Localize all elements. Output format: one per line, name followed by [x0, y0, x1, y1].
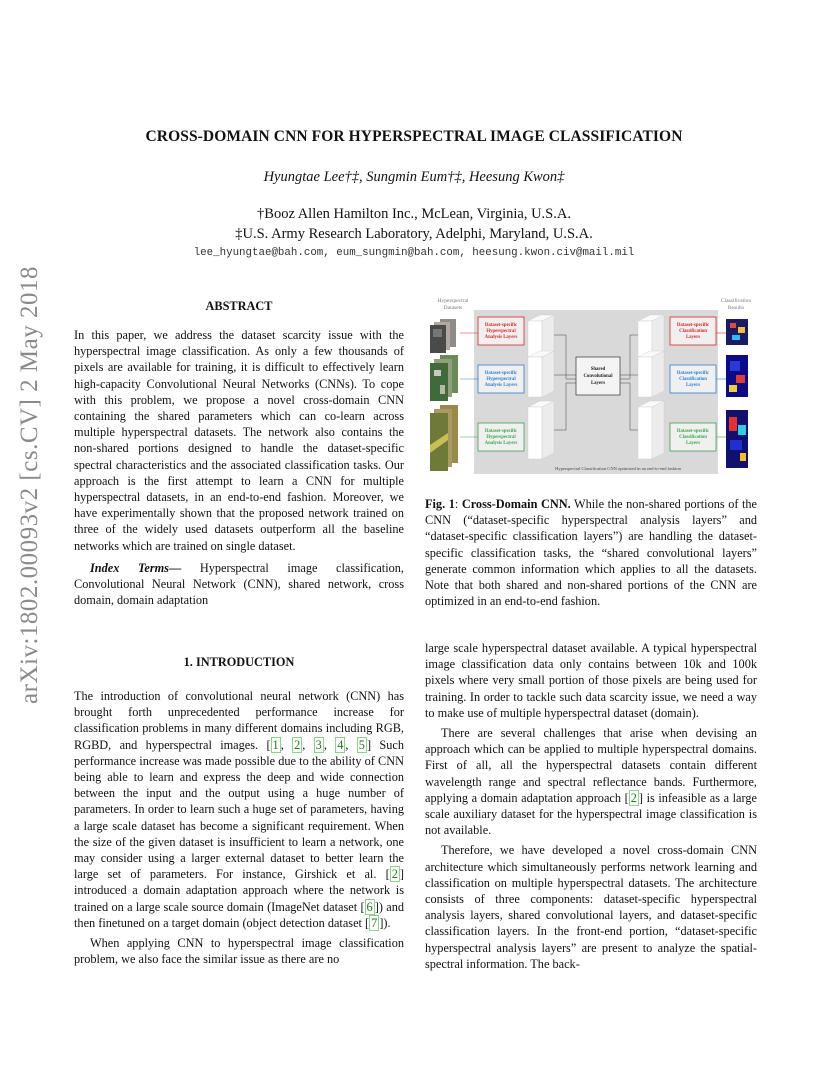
input-image-1	[430, 319, 456, 353]
right-layer-blocks	[638, 315, 664, 459]
svg-text:Layers: Layers	[590, 381, 606, 386]
paper-authors: Hyungtae Lee†‡, Sungmin Eum†‡, Heesung Kwon‡	[263, 169, 565, 185]
svg-text:Analysis Layers: Analysis Layers	[484, 441, 518, 446]
citation-link[interactable]: 6	[366, 899, 373, 914]
caption-label: Fig. 1	[425, 497, 455, 511]
svg-text:Dataset-specific: Dataset-specific	[484, 323, 518, 328]
index-terms-text: Hyperspectral image classification, Convolutional Neural Network (CNN), shared network, cross domain, domain adaptation	[74, 560, 404, 608]
output-map-3	[726, 410, 748, 468]
citation-link[interactable]: 7	[371, 915, 378, 930]
figure-1-caption: Fig. 1: Cross-Domain CNN. While the non-shared portions of the CNN (“dataset-specific hyperspectral analysis layers” and “dataset-specific classification layers”) are handling the dataset-specific classification tasks, the “shared convolutional layers” generate common information which applies to all the datasets. Note that both shared and non-shared portions of the CNN are optimized in an end-to-end fashion.	[425, 497, 757, 609]
end-to-end-note: Hyperspectral Classification CNN optimized in an end-to-end fashion	[555, 466, 681, 471]
abstract-heading: ABSTRACT	[205, 299, 273, 313]
introduction-heading: 1. INTRODUCTION	[183, 655, 295, 669]
svg-text:Layers: Layers	[685, 441, 701, 446]
introduction-body	[74, 688, 404, 967]
right-paragraph-2: There are several challenges that arise when devising an approach which can be applied to multiple hyperspectral domains. First of all, all the hyperspectral datasets contain different wavelength range and spectral reflectance bands. Furthermore, applying a domain adaptation approach [ 2 ] is infeasible as a large scale auxiliary dataset for the hyperspectral image classification is not available.	[425, 726, 757, 838]
hyperspectral-datasets-label-1: Hyperspectral	[437, 298, 469, 304]
left-layer-blocks	[528, 315, 554, 459]
svg-text:Dataset-specific: Dataset-specific	[676, 429, 710, 434]
citation-link[interactable]: 1	[272, 737, 279, 752]
right-paragraph-3: Therefore, we have developed a novel cross-domain CNN architecture which simultaneously performs network learning and classification on multiple hyperspectral datasets. The architecture consists of three components: dataset-specific hyperspectral analysis layers, shared convolutional layers, and dataset-specific classification layers. In the front-end portion, “dataset-specific hyperspectral analysis layers” are present to analyze the spatial-spectral information. The back-	[425, 843, 757, 971]
intro-paragraph-1: The introduction of convolutional neural network (CNN) has brought forth unprecedented performance increase for classification problems in many different domains including RGB, RGBD, and hyperspectral images. [ 1 , 2 , 3 , 4 , 5 ] Such performance increase was made possible due to the ability of CNN being able to learn and express the deep and wide connection between the input and the output using a huge number of parameters. In order to learn such a huge set of parameters, having a large scale dataset has become a significant requirement. When the size of the given dataset is insufficient to learn a network, one may consider using a larger external dataset to better learn the large set of parameters. For instance, Girshick et al. [ 2 ] introduced a domain adaptation approach where the network is trained on a large scale source domain (ImageNet dataset [ 6 ]) and then finetuned on a target domain (object detection dataset [ 7 ]).	[74, 689, 404, 930]
citation-link[interactable]: 2	[294, 737, 301, 752]
affiliation-2: ‡U.S. Army Research Laboratory, Adelphi, Maryland, U.S.A.	[235, 226, 593, 242]
hyperspectral-datasets-label-2: Datasets	[443, 305, 463, 311]
abstract-text: In this paper, we address the dataset scarcity issue with the hyperspectral image classification. As only a few thousands of pixels are available for training, it is difficult to effectively learn high-capacity Convolutional Neural Networks (CNNs). To cope with this problem, we propose a novel cross-domain CNN containing the shared parameters which can co-learn across multiple hyperspectral datasets. The network also contains the non-shared portions designed to handle the dataset-specific spectral characteristics and the associated classification tasks. Our approach is the first attempt to learn a CNN for multiple hyperspectral datasets, in an end-to-end fashion. Moreover, we have experimentally shown that the proposed network trained on three of the widely used datasets outperform all the baseline networks which are trained on single dataset.	[74, 328, 404, 553]
caption-title: Cross-Domain CNN.	[461, 497, 571, 511]
paper-title: CROSS-DOMAIN CNN FOR HYPERSPECTRAL IMAGE CLASSIFICATION	[145, 128, 683, 145]
svg-text:Shared: Shared	[590, 367, 606, 372]
intro-paragraph-2: When applying CNN to hyperspectral image classification problem, we also face the similar issue as there are no	[74, 936, 404, 967]
arxiv-identifier: arXiv:1802.00093v2 [cs.CV] 2 May 2018	[16, 266, 43, 704]
index-terms-label: Index Terms—	[90, 560, 182, 575]
arxiv-sidebar-stamp	[10, 266, 50, 704]
abstract-body	[74, 327, 404, 608]
citation-link[interactable]: 4	[337, 737, 344, 752]
right-paragraph-1: large scale hyperspectral dataset available. A typical hyperspectral image classification data only contains between 10k and 100k pixels where very small portion of those pixels are being used for training. In order to tackle such data scarcity issue, we need a way to make use of multiple hyperspectral dataset (domain).	[425, 641, 757, 720]
svg-text:Layers: Layers	[685, 335, 701, 340]
svg-text:Classification: Classification	[679, 377, 707, 382]
classification-results-label-1: Classification	[720, 298, 752, 304]
figure-1-diagram	[428, 295, 758, 480]
right-column-body	[425, 640, 757, 972]
svg-text:Analysis Layers: Analysis Layers	[484, 383, 518, 388]
input-image-2	[430, 355, 458, 401]
svg-text:Analysis Layers: Analysis Layers	[484, 335, 518, 340]
citation-link[interactable]: 3	[315, 737, 322, 752]
svg-text:Classification: Classification	[679, 435, 707, 440]
svg-text:Dataset-specific: Dataset-specific	[676, 371, 710, 376]
caption-text: While the non-shared portions of the CNN (“dataset-specific hyperspectral analysis layers” and “dataset-specific classification layers”) are handling the dataset-specific classification tasks, the “shared convolutional layers” generate common information which applies to all the datasets. Note that both shared and non-shared portions of the CNN are optimized in an end-to-end fashion.	[425, 497, 757, 609]
output-map-2	[726, 355, 748, 397]
svg-text:Dataset-specific: Dataset-specific	[484, 429, 518, 434]
classification-results-label-2: Results	[727, 305, 745, 311]
index-terms	[74, 560, 404, 609]
author-emails: lee_hyungtae@bah.com, eum_sungmin@bah.com, heesung.kwon.civ@mail.mil	[193, 247, 635, 259]
svg-text:Hyperspectral: Hyperspectral	[486, 377, 516, 382]
input-image-3	[430, 405, 458, 471]
citation-link[interactable]: 2	[391, 867, 398, 882]
cross-domain-cnn-diagram	[428, 295, 758, 480]
citation-link[interactable]: 5	[358, 737, 365, 752]
svg-text:Hyperspectral: Hyperspectral	[486, 435, 516, 440]
svg-text:Dataset-specific: Dataset-specific	[676, 323, 710, 328]
svg-text:Layers: Layers	[685, 383, 701, 388]
svg-text:Classification: Classification	[679, 329, 707, 334]
svg-text:Hyperspectral: Hyperspectral	[486, 329, 516, 334]
affiliation-1: †Booz Allen Hamilton Inc., McLean, Virginia, U.S.A.	[257, 206, 571, 222]
output-map-1	[726, 319, 748, 345]
svg-text:Convolutional: Convolutional	[583, 374, 613, 379]
svg-text:Dataset-specific: Dataset-specific	[484, 371, 518, 376]
citation-link[interactable]: 2	[630, 790, 637, 805]
